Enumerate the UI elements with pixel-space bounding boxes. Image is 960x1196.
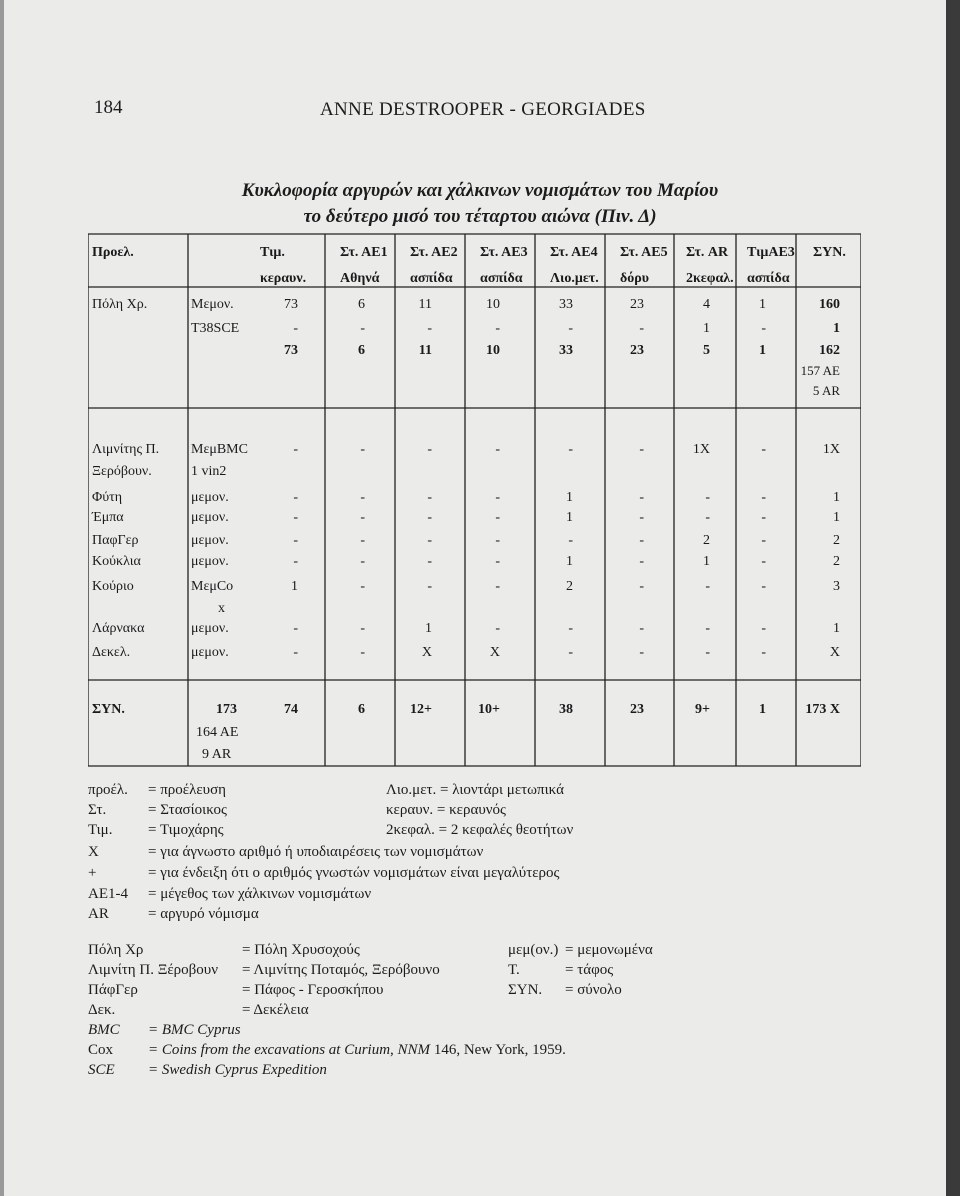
place-abbr-polis: Πόλη Χρ	[88, 942, 144, 958]
header-3-line1: Στ. ΑΕ2	[410, 245, 458, 260]
total-cell-8: 173 X	[805, 702, 840, 717]
site-cell-2-0: -	[293, 490, 298, 505]
polis-cell-0-3: 10	[486, 297, 500, 312]
legend-text-ae: = μέγεθος των χάλκινων νομισμάτων	[148, 886, 372, 902]
site-cell-5-6: 1	[703, 554, 710, 569]
total-main: 173	[216, 702, 237, 717]
site-place-0: Λιμνίτης Π.	[92, 442, 160, 457]
site-cell-4-3: -	[495, 533, 500, 548]
site-cell-4-1: -	[360, 533, 365, 548]
site-cell-0-5: -	[639, 442, 644, 457]
ref-abbr-cox: Cox	[88, 1042, 114, 1058]
polis-cell-0-6: 4	[703, 297, 710, 312]
polis-cell-1-1: -	[360, 321, 365, 336]
site-cell-7-6: -	[705, 621, 710, 636]
ref-cox-title: = Coins from the excavations at Curium, NNM	[148, 1042, 431, 1058]
polis-cell-1-2: -	[427, 321, 432, 336]
site-cell-5-2: -	[427, 554, 432, 569]
site-place-6: Κούριο	[92, 579, 134, 594]
coin-circulation-table	[88, 232, 861, 768]
ref-abbr-sce-text: SCE	[88, 1062, 115, 1078]
total-ae: 164 AE	[196, 725, 239, 740]
site-cell-3-6: -	[705, 510, 710, 525]
polis-cell-1-8: 1	[833, 321, 840, 336]
site-cell-6-7: -	[761, 579, 766, 594]
site-cell-8-0: -	[293, 645, 298, 660]
polis-cell-0-8: 160	[819, 297, 840, 312]
ref-sce-title: = Swedish Cyprus Expedition	[148, 1062, 327, 1078]
total-cell-0: 74	[284, 702, 298, 717]
site-cell-5-5: -	[639, 554, 644, 569]
site-cell-6-2: -	[427, 579, 432, 594]
table-title-line-2: το δεύτερο μισό του τέταρτου αιώνα (Πιν. Δ)	[303, 206, 657, 227]
site-cell-7-8: 1	[833, 621, 840, 636]
total-cell-5: 23	[630, 702, 644, 717]
header-0-line1: Προελ.	[92, 245, 134, 260]
polis-source-0: Μεμον.	[191, 297, 234, 312]
site-cell-8-8: X	[829, 645, 840, 660]
header-5-line1: Στ. ΑΕ4	[550, 245, 598, 260]
site-place-1: Ξερόβουν.	[92, 464, 152, 479]
polis-cell-0-2: 11	[418, 297, 432, 312]
header-7-line2: 2κεφαλ.	[686, 271, 734, 286]
legend-lion: Λιο.μετ. = λιοντάρι μετωπικά	[386, 782, 564, 798]
site-cell-2-5: -	[639, 490, 644, 505]
header-2-line2: Αθηνά	[340, 271, 380, 286]
site-source-extra-6: x	[218, 601, 225, 616]
polis-cell-0-1: 6	[358, 297, 365, 312]
site-cell-3-7: -	[761, 510, 766, 525]
site-cell-6-0: 1	[291, 579, 298, 594]
place-text-dek: = Δεκέλεια	[242, 1002, 309, 1018]
legend-text-mem: = μεμονωμένα	[565, 942, 653, 958]
place-text-limnitis: = Λιμνίτης Ποταμός, Ξερόβουνο	[242, 962, 440, 978]
legend-abbr-syn: ΣΥΝ.	[508, 982, 543, 998]
header-9-line1: ΣΥΝ.	[813, 245, 846, 260]
polis-subtotal-1: 6	[358, 343, 365, 358]
ref-abbr-sce	[88, 1062, 115, 1079]
polis-cell-1-7: -	[761, 321, 766, 336]
site-cell-7-4: -	[568, 621, 573, 636]
site-cell-5-0: -	[293, 554, 298, 569]
polis-subtotal-ar: 5 AR	[812, 383, 840, 398]
site-cell-3-4: 1	[566, 510, 573, 525]
site-cell-2-3: -	[495, 490, 500, 505]
polis-cell-1-3: -	[495, 321, 500, 336]
polis-subtotal-ae: 157 AE	[800, 363, 840, 378]
site-cell-7-2: 1	[425, 621, 432, 636]
legend-abbr-tim: Τιμ.	[88, 822, 113, 838]
polis-cell-0-5: 23	[630, 297, 644, 312]
header-2-line1: Στ. ΑΕ1	[340, 245, 388, 260]
site-cell-5-8: 2	[833, 554, 840, 569]
site-cell-7-7: -	[761, 621, 766, 636]
site-source-3: μεμον.	[191, 510, 229, 525]
site-cell-0-7: -	[761, 442, 766, 457]
header-6-line2: δόρυ	[620, 271, 650, 286]
legend-text-tim: = Τιμοχάρης	[148, 822, 224, 838]
polis-cell-1-5: -	[639, 321, 644, 336]
site-cell-2-6: -	[705, 490, 710, 505]
site-place-8: Δεκελ.	[92, 645, 131, 660]
legend-abbr-proel: προέλ.	[88, 782, 128, 798]
site-cell-5-7: -	[761, 554, 766, 569]
site-cell-4-6: 2	[703, 533, 710, 548]
header-5-line2: Λιο.μετ.	[550, 271, 599, 286]
header-1-line2: κεραυν.	[260, 271, 307, 286]
total-cell-6: 9+	[695, 702, 710, 717]
site-cell-3-8: 1	[833, 510, 840, 525]
place-text-pafger: = Πάφος - Γεροσκήπου	[242, 982, 384, 998]
site-cell-6-6: -	[705, 579, 710, 594]
polis-subtotal-0: 73	[284, 343, 298, 358]
site-cell-4-5: -	[639, 533, 644, 548]
total-cell-1: 6	[358, 702, 365, 717]
site-cell-7-1: -	[360, 621, 365, 636]
site-cell-8-7: -	[761, 645, 766, 660]
total-cell-4: 38	[559, 702, 573, 717]
legend-abbr-mem: μεμ(ον.)	[508, 942, 559, 958]
site-cell-0-4: -	[568, 442, 573, 457]
legend-abbr-ae: ΑΕ1-4	[88, 886, 128, 902]
total-label: ΣΥΝ.	[92, 702, 125, 717]
site-source-5: μεμον.	[191, 554, 229, 569]
site-place-2: Φύτη	[92, 490, 123, 505]
site-cell-2-8: 1	[833, 490, 840, 505]
site-cell-6-5: -	[639, 579, 644, 594]
site-cell-5-4: 1	[566, 554, 573, 569]
site-cell-6-4: 2	[566, 579, 573, 594]
site-cell-2-4: 1	[566, 490, 573, 505]
polis-subtotal-7: 1	[759, 343, 766, 358]
site-cell-8-1: -	[360, 645, 365, 660]
site-cell-2-1: -	[360, 490, 365, 505]
legend-abbr-st: Στ.	[88, 802, 107, 818]
site-cell-4-0: -	[293, 533, 298, 548]
polis-cell-1-0: -	[293, 321, 298, 336]
site-source-1: 1 vin2	[191, 464, 227, 479]
site-cell-0-6: 1X	[692, 442, 710, 457]
page-number: 184	[94, 97, 123, 118]
header-7-line1: Στ. AR	[686, 245, 729, 260]
site-place-7: Λάρνακα	[92, 621, 145, 636]
polis-subtotal-8: 162	[819, 343, 840, 358]
site-cell-3-5: -	[639, 510, 644, 525]
total-ar: 9 AR	[202, 747, 232, 762]
header-4-line2: ασπίδα	[480, 271, 523, 286]
site-cell-4-4: -	[568, 533, 573, 548]
legend-text-syn: = σύνολο	[565, 982, 622, 998]
site-cell-8-4: -	[568, 645, 573, 660]
site-source-6: ΜεμCo	[191, 579, 234, 594]
site-place-4: ΠαφΓερ	[92, 533, 139, 548]
site-cell-8-2: X	[421, 645, 432, 660]
site-cell-0-8: 1X	[822, 442, 840, 457]
site-cell-8-3: X	[489, 645, 500, 660]
polis-cell-0-4: 33	[559, 297, 573, 312]
site-cell-5-1: -	[360, 554, 365, 569]
site-cell-5-3: -	[495, 554, 500, 569]
site-cell-0-2: -	[427, 442, 432, 457]
ref-cox-tail: 146, New York, 1959.	[430, 1042, 566, 1058]
running-head: ANNE DESTROOPER - GEORGIADES	[320, 99, 646, 120]
ref-text-bmc	[148, 1022, 241, 1039]
site-cell-0-0: -	[293, 442, 298, 457]
legend-text-tafos: = τάφος	[565, 962, 614, 978]
site-cell-3-3: -	[495, 510, 500, 525]
place-abbr-dek: Δεκ.	[88, 1002, 116, 1018]
place-abbr-pafger: ΠάφΓερ	[88, 982, 138, 998]
site-cell-6-8: 3	[833, 579, 840, 594]
legend-abbr-x: X	[88, 844, 99, 860]
site-cell-8-5: -	[639, 645, 644, 660]
place-text-polis: = Πόλη Χρυσοχούς	[242, 942, 360, 958]
polis-subtotal-3: 10	[486, 343, 500, 358]
ref-abbr-bmc-text: BMC	[88, 1022, 120, 1038]
site-cell-2-2: -	[427, 490, 432, 505]
site-source-4: μεμον.	[191, 533, 229, 548]
site-cell-2-7: -	[761, 490, 766, 505]
site-source-7: μεμον.	[191, 621, 229, 636]
ref-text-cox	[148, 1042, 566, 1059]
legend-text-plus: = για ένδειξη ότι ο αριθμός γνωστών νομισμάτων είναι μεγαλύτερος	[148, 865, 560, 881]
site-cell-8-6: -	[705, 645, 710, 660]
table-title-line-1: Κυκλοφορία αργυρών και χάλκινων νομισμάτων του Μαρίου	[241, 180, 719, 201]
site-cell-6-3: -	[495, 579, 500, 594]
ref-text-sce	[148, 1062, 327, 1079]
polis-place: Πόλη Χρ.	[92, 297, 148, 312]
legend-abbr-plus: +	[88, 865, 97, 881]
site-cell-6-1: -	[360, 579, 365, 594]
legend-text-proel: = προέλευση	[148, 782, 226, 798]
site-cell-4-7: -	[761, 533, 766, 548]
site-cell-7-5: -	[639, 621, 644, 636]
site-source-2: μεμον.	[191, 490, 229, 505]
site-cell-0-3: -	[495, 442, 500, 457]
polis-subtotal-2: 11	[418, 343, 432, 358]
legend-abbr-tafos: Τ.	[508, 962, 520, 978]
header-6-line1: Στ. ΑΕ5	[620, 245, 668, 260]
site-cell-4-2: -	[427, 533, 432, 548]
polis-cell-1-4: -	[568, 321, 573, 336]
polis-cell-0-0: 73	[284, 297, 298, 312]
site-cell-7-3: -	[495, 621, 500, 636]
site-place-3: Έμπα	[92, 510, 124, 525]
total-cell-7: 1	[759, 702, 766, 717]
site-cell-7-0: -	[293, 621, 298, 636]
polis-subtotal-4: 33	[559, 343, 573, 358]
legend-text-ar: = αργυρό νόμισμα	[148, 906, 259, 922]
legend-abbr-ar: AR	[88, 906, 109, 922]
header-4-line1: Στ. ΑΕ3	[480, 245, 528, 260]
legend-text-st: = Στασίοικος	[148, 802, 227, 818]
site-cell-3-2: -	[427, 510, 432, 525]
site-cell-3-0: -	[293, 510, 298, 525]
site-cell-3-1: -	[360, 510, 365, 525]
place-abbr-limnitis: Λιμνίτη Π. Ξέροβουν	[88, 962, 218, 978]
polis-source-1: T38SCE	[191, 321, 240, 336]
ref-bmc-title: = BMC Cyprus	[148, 1022, 241, 1038]
polis-cell-1-6: 1	[703, 321, 710, 336]
header-1-line1: Τιμ.	[260, 245, 285, 260]
legend-text-x: = για άγνωστο αριθμό ή υποδιαιρέσεις των νομισμάτων	[148, 844, 484, 860]
site-place-5: Κούκλια	[92, 554, 141, 569]
polis-cell-0-7: 1	[759, 297, 766, 312]
total-cell-2: 12+	[410, 702, 432, 717]
polis-subtotal-6: 5	[703, 343, 710, 358]
total-cell-3: 10+	[478, 702, 500, 717]
header-3-line2: ασπίδα	[410, 271, 453, 286]
site-source-8: μεμον.	[191, 645, 229, 660]
legend-thunderbolt: κεραυν. = κεραυνός	[386, 802, 506, 818]
site-cell-4-8: 2	[833, 533, 840, 548]
site-cell-0-1: -	[360, 442, 365, 457]
legend-two-heads: 2κεφαλ. = 2 κεφαλές θεοτήτων	[386, 822, 574, 838]
header-8-line2: ασπίδα	[747, 271, 790, 286]
site-source-0: ΜεμBMC	[191, 442, 248, 457]
header-8-line1: ΤιμΑΕ3	[747, 245, 795, 260]
ref-abbr-bmc	[88, 1022, 120, 1039]
polis-subtotal-5: 23	[630, 343, 644, 358]
